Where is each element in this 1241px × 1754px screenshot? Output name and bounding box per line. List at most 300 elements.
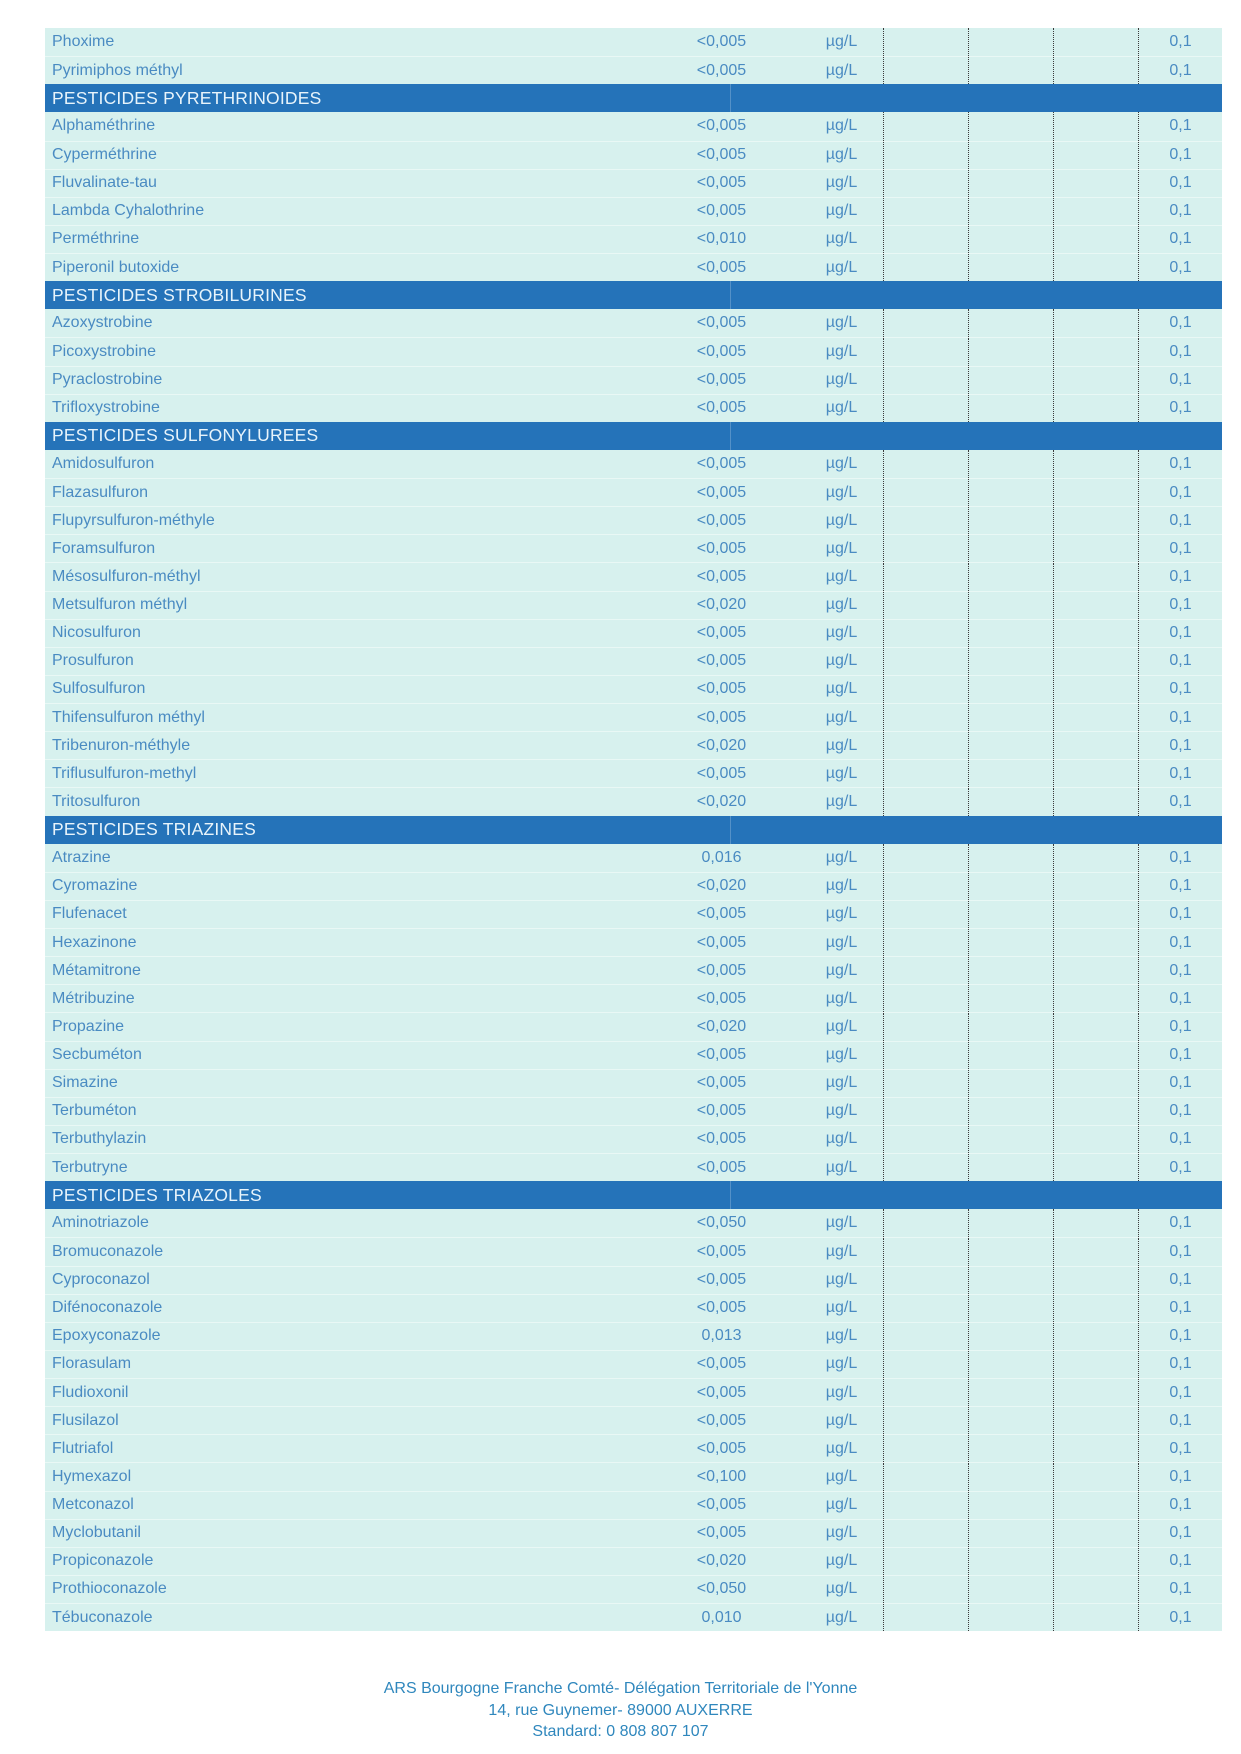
analyte-row: [45, 703, 1222, 731]
parameter-name-cell: Terbutryne: [52, 1158, 128, 1176]
unit-cell: µg/L: [825, 1130, 858, 1148]
limit-cell: 0,1: [1138, 676, 1222, 703]
empty-column-cell: [883, 1070, 968, 1097]
empty-column-cell: [968, 450, 1053, 478]
section-header-row: [45, 816, 1222, 844]
limit-cell: 0,1: [1138, 198, 1222, 225]
empty-column-cell: [968, 676, 1053, 703]
unit-cell: µg/L: [825, 877, 858, 895]
analyte-row: [45, 562, 1222, 590]
empty-column-cell: [968, 1463, 1053, 1490]
analyte-row: [45, 1153, 1222, 1181]
analyte-row: [45, 1603, 1222, 1631]
limit-cell: 0,1: [1138, 1576, 1222, 1603]
result-value-cell: <0,020: [696, 1017, 747, 1035]
parameter-name-cell: Hymexazol: [52, 1467, 132, 1485]
empty-column-cell: [1053, 254, 1138, 281]
empty-column-cell: [1053, 1379, 1138, 1406]
limit-cell: 0,1: [1138, 1098, 1222, 1125]
empty-column-cell: [968, 254, 1053, 281]
limit-cell: 0,1: [1138, 1604, 1222, 1631]
empty-column-cell: [883, 1323, 968, 1350]
parameter-name-cell: Piperonil butoxide: [52, 258, 180, 276]
limit-cell: 0,1: [1138, 1126, 1222, 1153]
empty-column-cell: [883, 788, 968, 815]
limit-cell: 0,1: [1138, 1238, 1222, 1265]
empty-column-cell: [883, 929, 968, 956]
empty-column-cell: [1053, 170, 1138, 197]
parameter-name-cell: Myclobutanil: [52, 1524, 141, 1542]
empty-column-cell: [883, 1604, 968, 1631]
parameter-name-cell: Tribenuron-méthyle: [52, 736, 191, 754]
empty-column-cell: [1053, 1351, 1138, 1378]
unit-cell: µg/L: [825, 202, 858, 220]
unit-cell: µg/L: [825, 1102, 858, 1120]
result-value-cell: <0,005: [696, 1158, 747, 1176]
limit-cell: 0,1: [1138, 1013, 1222, 1040]
analyte-row: [45, 1125, 1222, 1153]
analyte-row: [45, 787, 1222, 815]
empty-column-cell: [883, 1126, 968, 1153]
empty-column-cell: [883, 1576, 968, 1603]
result-value-cell: <0,020: [696, 877, 747, 895]
result-value-cell: <0,005: [696, 1102, 747, 1120]
unit-cell: µg/L: [825, 174, 858, 192]
analyte-row: [45, 112, 1222, 140]
parameter-name-cell: Propazine: [52, 1017, 125, 1035]
empty-column-cell: [968, 704, 1053, 731]
empty-column-cell: [968, 1492, 1053, 1519]
empty-column-cell: [968, 873, 1053, 900]
empty-column-cell: [1053, 1126, 1138, 1153]
analyte-row: [45, 309, 1222, 337]
empty-column-cell: [968, 1295, 1053, 1322]
result-value-cell: <0,005: [696, 33, 747, 51]
empty-column-cell: [883, 142, 968, 169]
result-value-cell: <0,050: [696, 1214, 747, 1232]
unit-cell: µg/L: [825, 961, 858, 979]
result-value-cell: <0,005: [696, 1411, 747, 1429]
footer-phone-line: Standard: 0 808 807 107: [532, 1723, 709, 1740]
unit-cell: µg/L: [825, 511, 858, 529]
empty-column-cell: [883, 1042, 968, 1069]
empty-column-cell: [968, 309, 1053, 337]
parameter-name-cell: Cyperméthrine: [52, 146, 157, 164]
footer-organization-line: ARS Bourgogne Franche Comté- Délégation Territoriale de l'Yonne: [383, 1680, 858, 1697]
unit-cell: µg/L: [825, 989, 858, 1007]
empty-column-cell: [883, 507, 968, 534]
empty-column-cell: [968, 112, 1053, 140]
empty-column-cell: [968, 367, 1053, 394]
empty-column-cell: [968, 1379, 1053, 1406]
analyte-row: [45, 28, 1222, 56]
unit-cell: µg/L: [825, 117, 858, 135]
parameter-name-cell: Métamitrone: [52, 961, 141, 979]
limit-cell: 0,1: [1138, 28, 1222, 56]
parameter-name-cell: Florasulam: [52, 1355, 132, 1373]
empty-column-cell: [968, 142, 1053, 169]
parameter-name-cell: Phoxime: [52, 33, 115, 51]
empty-column-cell: [968, 1520, 1053, 1547]
result-value-cell: <0,005: [696, 483, 747, 501]
result-value-cell: <0,005: [696, 202, 747, 220]
result-value-cell: <0,005: [696, 371, 747, 389]
unit-cell: µg/L: [825, 342, 858, 360]
section-column-divider: [730, 422, 731, 450]
empty-column-cell: [968, 1548, 1053, 1575]
empty-column-cell: [1053, 592, 1138, 619]
parameter-name-cell: Epoxyconazole: [52, 1327, 161, 1345]
empty-column-cell: [1053, 1267, 1138, 1294]
empty-column-cell: [968, 620, 1053, 647]
limit-cell: 0,1: [1138, 367, 1222, 394]
empty-column-cell: [968, 957, 1053, 984]
analyte-row: [45, 1266, 1222, 1294]
analyte-row: [45, 197, 1222, 225]
empty-column-cell: [883, 28, 968, 56]
empty-column-cell: [883, 732, 968, 759]
empty-column-cell: [1053, 788, 1138, 815]
parameter-name-cell: Pyraclostrobine: [52, 371, 163, 389]
empty-column-cell: [968, 1126, 1053, 1153]
empty-column-cell: [1053, 1209, 1138, 1237]
analyte-row: [45, 1294, 1222, 1322]
limit-cell: 0,1: [1138, 620, 1222, 647]
empty-column-cell: [1053, 142, 1138, 169]
analyte-row: [45, 647, 1222, 675]
unit-cell: µg/L: [825, 1158, 858, 1176]
empty-column-cell: [968, 170, 1053, 197]
limit-cell: 0,1: [1138, 112, 1222, 140]
analyte-row: [45, 394, 1222, 422]
unit-cell: µg/L: [825, 1608, 858, 1626]
limit-cell: 0,1: [1138, 507, 1222, 534]
empty-column-cell: [883, 450, 968, 478]
limit-cell: 0,1: [1138, 873, 1222, 900]
empty-column-cell: [883, 704, 968, 731]
result-value-cell: <0,005: [696, 989, 747, 1007]
empty-column-cell: [968, 1323, 1053, 1350]
result-value-cell: 0,016: [701, 848, 742, 866]
limit-cell: 0,1: [1138, 1407, 1222, 1434]
analyte-row: [45, 675, 1222, 703]
result-value-cell: <0,005: [696, 511, 747, 529]
parameter-name-cell: Sulfosulfuron: [52, 680, 146, 698]
empty-column-cell: [1053, 844, 1138, 872]
empty-column-cell: [968, 1209, 1053, 1237]
empty-column-cell: [883, 1435, 968, 1462]
analyte-row: [45, 225, 1222, 253]
limit-cell: 0,1: [1138, 760, 1222, 787]
limit-cell: 0,1: [1138, 844, 1222, 872]
parameter-name-cell: Alphaméthrine: [52, 117, 156, 135]
empty-column-cell: [883, 1351, 968, 1378]
analyte-row: [45, 1097, 1222, 1125]
empty-column-cell: [968, 395, 1053, 422]
empty-column-cell: [883, 873, 968, 900]
limit-cell: 0,1: [1138, 592, 1222, 619]
limit-cell: 0,1: [1138, 1351, 1222, 1378]
result-value-cell: <0,005: [696, 1439, 747, 1457]
unit-cell: µg/L: [825, 1355, 858, 1373]
result-value-cell: <0,005: [696, 1046, 747, 1064]
analyte-row: [45, 1012, 1222, 1040]
unit-cell: µg/L: [825, 1046, 858, 1064]
empty-column-cell: [883, 57, 968, 84]
empty-column-cell: [1053, 198, 1138, 225]
result-value-cell: 0,010: [701, 1608, 742, 1626]
unit-cell: µg/L: [825, 1327, 858, 1345]
result-value-cell: <0,005: [696, 1496, 747, 1514]
empty-column-cell: [968, 844, 1053, 872]
limit-cell: 0,1: [1138, 648, 1222, 675]
result-value-cell: <0,005: [696, 342, 747, 360]
result-value-cell: <0,005: [696, 933, 747, 951]
result-value-cell: <0,005: [696, 1383, 747, 1401]
result-value-cell: <0,005: [696, 1524, 747, 1542]
analyte-row: [45, 1547, 1222, 1575]
empty-column-cell: [1053, 309, 1138, 337]
result-value-cell: <0,005: [696, 905, 747, 923]
unit-cell: µg/L: [825, 933, 858, 951]
result-value-cell: <0,020: [696, 1552, 747, 1570]
limit-cell: 0,1: [1138, 957, 1222, 984]
empty-column-cell: [1053, 57, 1138, 84]
result-value-cell: <0,020: [696, 736, 747, 754]
unit-cell: µg/L: [825, 1299, 858, 1317]
empty-column-cell: [883, 985, 968, 1012]
analyte-row: [45, 1575, 1222, 1603]
limit-cell: 0,1: [1138, 535, 1222, 562]
empty-column-cell: [968, 1154, 1053, 1181]
empty-column-cell: [1053, 1295, 1138, 1322]
unit-cell: µg/L: [825, 1524, 858, 1542]
empty-column-cell: [883, 957, 968, 984]
unit-cell: µg/L: [825, 708, 858, 726]
empty-column-cell: [883, 112, 968, 140]
empty-column-cell: [1053, 929, 1138, 956]
result-value-cell: <0,005: [696, 961, 747, 979]
unit-cell: µg/L: [825, 567, 858, 585]
limit-cell: 0,1: [1138, 1042, 1222, 1069]
empty-column-cell: [968, 479, 1053, 506]
unit-cell: µg/L: [825, 146, 858, 164]
limit-cell: 0,1: [1138, 1435, 1222, 1462]
analyte-row: [45, 450, 1222, 478]
analyte-row: [45, 478, 1222, 506]
empty-column-cell: [1053, 1604, 1138, 1631]
unit-cell: µg/L: [825, 1552, 858, 1570]
empty-column-cell: [968, 338, 1053, 365]
empty-column-cell: [968, 592, 1053, 619]
empty-column-cell: [883, 1013, 968, 1040]
limit-cell: 0,1: [1138, 1154, 1222, 1181]
section-column-divider: [730, 281, 731, 309]
limit-cell: 0,1: [1138, 254, 1222, 281]
empty-column-cell: [968, 1238, 1053, 1265]
parameter-name-cell: Tritosulfuron: [52, 792, 141, 810]
empty-column-cell: [968, 1407, 1053, 1434]
unit-cell: µg/L: [825, 258, 858, 276]
section-header-row: [45, 1181, 1222, 1209]
parameter-name-cell: Prothioconazole: [52, 1580, 167, 1598]
empty-column-cell: [883, 1295, 968, 1322]
empty-column-cell: [1053, 112, 1138, 140]
limit-cell: 0,1: [1138, 704, 1222, 731]
analyte-row: [45, 1350, 1222, 1378]
result-value-cell: <0,005: [696, 1130, 747, 1148]
unit-cell: µg/L: [825, 736, 858, 754]
limit-cell: 0,1: [1138, 563, 1222, 590]
section-column-divider: [730, 1181, 731, 1209]
parameter-name-cell: Thifensulfuron méthyl: [52, 708, 205, 726]
empty-column-cell: [1053, 676, 1138, 703]
empty-column-cell: [968, 563, 1053, 590]
parameter-name-cell: Tébuconazole: [52, 1608, 153, 1626]
analyte-row: [45, 872, 1222, 900]
empty-column-cell: [1053, 1576, 1138, 1603]
limit-cell: 0,1: [1138, 479, 1222, 506]
limit-cell: 0,1: [1138, 57, 1222, 84]
parameter-name-cell: Secbuméton: [52, 1046, 142, 1064]
analyte-row: [45, 844, 1222, 872]
unit-cell: µg/L: [825, 1017, 858, 1035]
limit-cell: 0,1: [1138, 309, 1222, 337]
empty-column-cell: [1053, 1070, 1138, 1097]
unit-cell: µg/L: [825, 1580, 858, 1598]
empty-column-cell: [968, 1042, 1053, 1069]
unit-cell: µg/L: [825, 1271, 858, 1289]
empty-column-cell: [1053, 985, 1138, 1012]
result-value-cell: <0,100: [696, 1467, 747, 1485]
empty-column-cell: [1053, 1463, 1138, 1490]
analyte-row: [45, 984, 1222, 1012]
empty-column-cell: [883, 198, 968, 225]
result-value-cell: <0,005: [696, 258, 747, 276]
parameter-name-cell: Lambda Cyhalothrine: [52, 202, 205, 220]
empty-column-cell: [968, 648, 1053, 675]
unit-cell: µg/L: [825, 848, 858, 866]
result-value-cell: <0,005: [696, 539, 747, 557]
empty-column-cell: [1053, 226, 1138, 253]
unit-cell: µg/L: [825, 596, 858, 614]
analyte-row: [45, 1069, 1222, 1097]
parameter-name-cell: Flusilazol: [52, 1411, 119, 1429]
analyte-row: [45, 1519, 1222, 1547]
unit-cell: µg/L: [825, 230, 858, 248]
unit-cell: µg/L: [825, 1214, 858, 1232]
analyte-row: [45, 169, 1222, 197]
empty-column-cell: [1053, 957, 1138, 984]
limit-cell: 0,1: [1138, 142, 1222, 169]
unit-cell: µg/L: [825, 1496, 858, 1514]
limit-cell: 0,1: [1138, 1520, 1222, 1547]
unit-cell: µg/L: [825, 1383, 858, 1401]
parameter-name-cell: Mésosulfuron-méthyl: [52, 567, 201, 585]
footer-address-line: 14, rue Guynemer- 89000 AUXERRE: [488, 1701, 753, 1719]
parameter-name-cell: Hexazinone: [52, 933, 137, 951]
empty-column-cell: [968, 1267, 1053, 1294]
analyte-row: [45, 1462, 1222, 1490]
analyte-row: [45, 337, 1222, 365]
analyte-row: [45, 1491, 1222, 1519]
limit-cell: 0,1: [1138, 1323, 1222, 1350]
empty-column-cell: [1053, 1407, 1138, 1434]
empty-column-cell: [883, 1154, 968, 1181]
parameter-name-cell: Foramsulfuron: [52, 539, 156, 557]
limit-cell: 0,1: [1138, 1548, 1222, 1575]
empty-column-cell: [883, 1209, 968, 1237]
result-value-cell: <0,005: [696, 680, 747, 698]
empty-column-cell: [968, 901, 1053, 928]
result-value-cell: <0,005: [696, 146, 747, 164]
section-header-label: PESTICIDES TRIAZOLES: [52, 1184, 262, 1205]
parameter-name-cell: Prosulfuron: [52, 652, 134, 670]
unit-cell: µg/L: [825, 1242, 858, 1260]
empty-column-cell: [1053, 367, 1138, 394]
analyte-row: [45, 731, 1222, 759]
empty-column-cell: [968, 929, 1053, 956]
empty-column-cell: [968, 1351, 1053, 1378]
parameter-name-cell: Métribuzine: [52, 989, 135, 1007]
limit-cell: 0,1: [1138, 170, 1222, 197]
analyte-row: [45, 1378, 1222, 1406]
empty-column-cell: [883, 592, 968, 619]
result-value-cell: <0,005: [696, 764, 747, 782]
empty-column-cell: [968, 1098, 1053, 1125]
result-value-cell: <0,005: [696, 399, 747, 417]
empty-column-cell: [1053, 1042, 1138, 1069]
section-header-row: [45, 281, 1222, 309]
analyte-row: [45, 1041, 1222, 1069]
parameter-name-cell: Flazasulfuron: [52, 483, 149, 501]
empty-column-cell: [883, 844, 968, 872]
parameter-name-cell: Amidosulfuron: [52, 454, 155, 472]
empty-column-cell: [1053, 1492, 1138, 1519]
empty-column-cell: [968, 1604, 1053, 1631]
unit-cell: µg/L: [825, 624, 858, 642]
empty-column-cell: [1053, 1013, 1138, 1040]
empty-column-cell: [883, 1407, 968, 1434]
parameter-name-cell: Metconazol: [52, 1496, 134, 1514]
empty-column-cell: [883, 1520, 968, 1547]
parameter-name-cell: Picoxystrobine: [52, 342, 157, 360]
limit-cell: 0,1: [1138, 1209, 1222, 1237]
empty-column-cell: [1053, 1098, 1138, 1125]
limit-cell: 0,1: [1138, 732, 1222, 759]
analyte-row: [45, 956, 1222, 984]
page-footer: [0, 1678, 1241, 1743]
empty-column-cell: [883, 479, 968, 506]
empty-column-cell: [1053, 1154, 1138, 1181]
result-value-cell: <0,005: [696, 174, 747, 192]
limit-cell: 0,1: [1138, 1070, 1222, 1097]
empty-column-cell: [1053, 563, 1138, 590]
empty-column-cell: [1053, 479, 1138, 506]
empty-column-cell: [968, 1576, 1053, 1603]
parameter-name-cell: Trifloxystrobine: [52, 399, 160, 417]
result-value-cell: <0,005: [696, 1242, 747, 1260]
section-header-row: [45, 422, 1222, 450]
unit-cell: µg/L: [825, 652, 858, 670]
unit-cell: µg/L: [825, 61, 858, 79]
empty-column-cell: [1053, 1323, 1138, 1350]
analyte-row: [45, 1209, 1222, 1237]
limit-cell: 0,1: [1138, 929, 1222, 956]
analyte-row: [45, 759, 1222, 787]
empty-column-cell: [1053, 338, 1138, 365]
empty-column-cell: [1053, 648, 1138, 675]
